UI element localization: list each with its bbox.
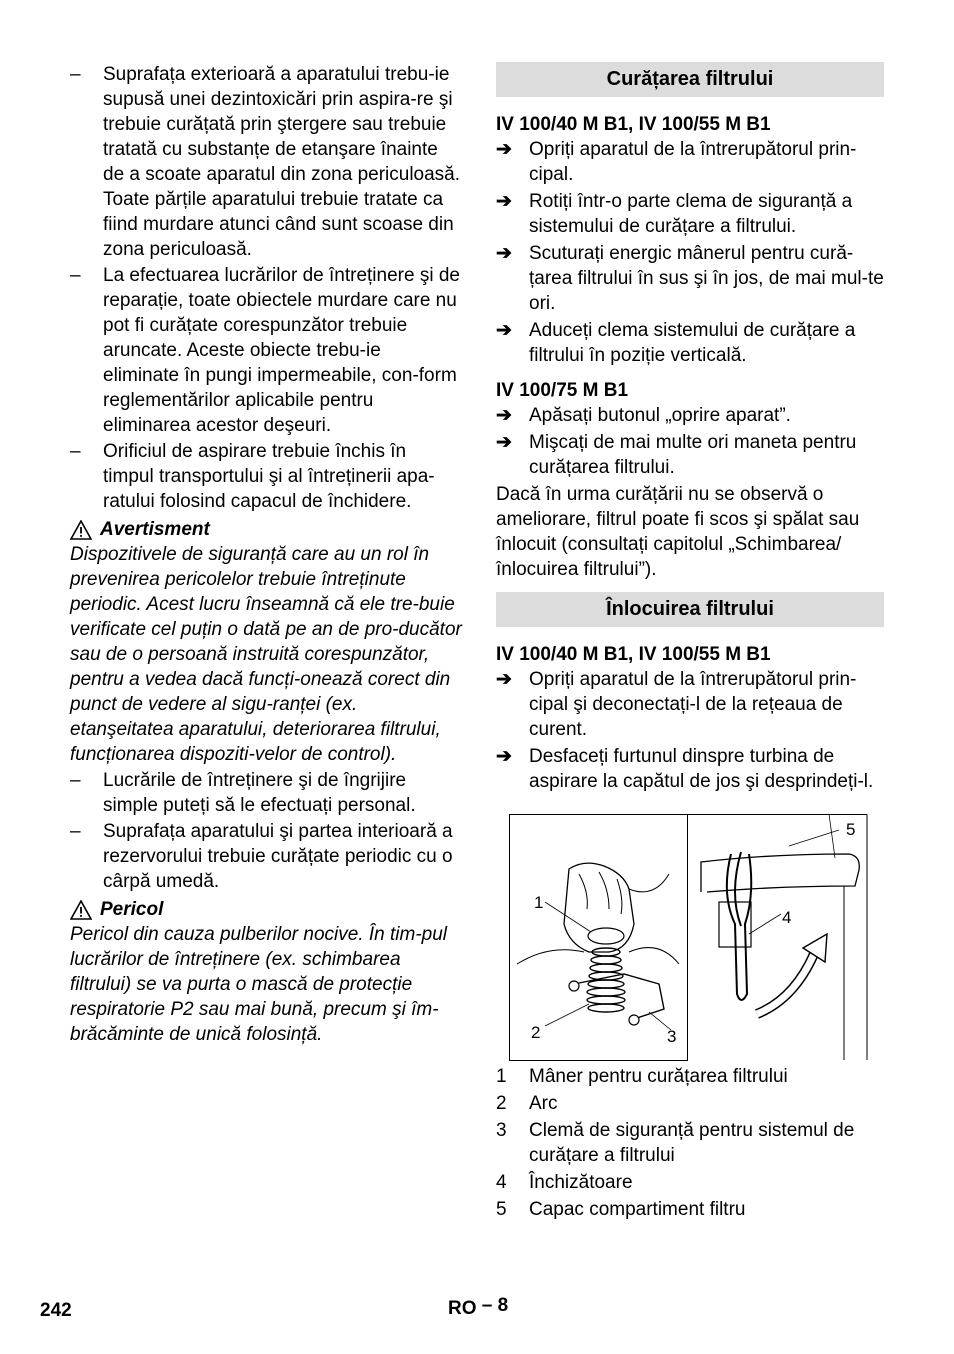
warning-text: Dispozitivele de siguranță care au un rol în prevenirea pericolelor trebuie întreținute periodic. Acest lucru înseamnă că ele tre-buie verificate cel puțin o dată pe an de pro-ducător sau de o persoană instruită corespunzător, pentru a vedea dacă funcți-onează corect din punct de vedere al sigu-ranței (ex. etanşeitatea aparatului, deteriorarea filtrului, funcționarea dispoziti-velor de control). bbox=[70, 544, 462, 765]
step-item bbox=[496, 667, 884, 742]
step-text: Opriți aparatul de la întrerupătorul prin-cipal şi deconectați-l de la rețeaua de curent. bbox=[529, 669, 857, 740]
arrow-right-icon: ➔ bbox=[496, 432, 512, 453]
legend-item bbox=[496, 1170, 884, 1195]
legend-number: 4 bbox=[496, 1172, 507, 1193]
arrow-right-icon: ➔ bbox=[496, 191, 512, 212]
arrow-right-icon: ➔ bbox=[496, 746, 512, 767]
legend-text: Arc bbox=[529, 1093, 558, 1114]
figure-legend bbox=[496, 1064, 884, 1222]
danger-heading bbox=[70, 897, 462, 922]
list-item bbox=[70, 819, 462, 894]
right-column bbox=[496, 62, 884, 1224]
legend-item bbox=[496, 1118, 884, 1168]
danger-title: Pericol bbox=[100, 899, 164, 920]
list-item-text: Suprafața aparatului şi partea interioară a rezervorului trebuie curățate periodic cu o cârpă umedă. bbox=[103, 821, 453, 892]
page-number: 242 bbox=[40, 1300, 72, 1321]
arrow-right-icon: ➔ bbox=[496, 320, 512, 341]
dash-marker: – bbox=[70, 64, 81, 85]
legend-item bbox=[496, 1064, 884, 1089]
list-item-text: Suprafața exterioară a aparatului trebu-ie supusă unei dezintoxicări prin aspira-re şi trebuie curățată prin ştergere sau trebuie tratată cu substanțe de etanşare înainte de a scoate aparatul din zona periculoasă. Toate părțile aparatului trebuie tratate ca fiind murdare atunci când sunt scoase din zona periculoasă. bbox=[103, 64, 461, 260]
list-item bbox=[70, 263, 462, 438]
section-heading-filter-replacement: Înlocuirea filtrului bbox=[496, 592, 884, 627]
dash-marker: – bbox=[70, 821, 81, 842]
dash-marker: – bbox=[70, 770, 81, 791]
figure-label-4: 4 bbox=[782, 908, 792, 927]
section-heading-filter-cleaning: Curățarea filtrului bbox=[496, 62, 884, 97]
step-text: Mişcați de mai multe ori maneta pentru curățarea filtrului. bbox=[529, 432, 857, 478]
step-text: Aduceți clema sistemului de curățare a filtrului în poziție verticală. bbox=[529, 320, 856, 366]
paragraph: Dacă în urma curățării nu se observă o ameliorare, filtrul poate fi scos şi spălat sau înlocuit (consultați capitolul „Schimbarea/ înlocuirea filtrului”). bbox=[496, 484, 860, 580]
dash-marker: – bbox=[70, 441, 81, 462]
figure-label-5: 5 bbox=[846, 820, 856, 839]
legend-item bbox=[496, 1091, 884, 1116]
legend-item bbox=[496, 1197, 884, 1222]
filter-drawing bbox=[509, 814, 869, 1062]
step-text: Apăsați butonul „oprire aparat”. bbox=[529, 405, 791, 426]
step-item bbox=[496, 744, 884, 794]
figure-label-1: 1 bbox=[534, 893, 544, 912]
step-text: Opriți aparatul de la întrerupătorul prin-cipal. bbox=[529, 139, 857, 185]
legend-text: Mâner pentru curățarea filtrului bbox=[529, 1066, 788, 1087]
danger-text: Pericol din cauza pulberilor nocive. În tim-pul lucrărilor de întreținere (ex. schimbarea filtrului) se va purta o mască de protecție respiratorie P2 sau mai bună, precum şi îm-brăcăminte de unică folosință. bbox=[70, 924, 448, 1045]
arrow-right-icon: ➔ bbox=[496, 243, 512, 264]
left-column bbox=[70, 62, 462, 1048]
legend-number: 2 bbox=[496, 1093, 507, 1114]
figure-label-3: 3 bbox=[667, 1027, 677, 1046]
step-text: Rotiți într-o parte clema de siguranță a sistemului de curățare a filtrului. bbox=[529, 191, 853, 237]
legend-number: 1 bbox=[496, 1066, 507, 1087]
language-label bbox=[448, 1296, 508, 1321]
legend-number: 5 bbox=[496, 1199, 507, 1220]
step-item bbox=[496, 189, 884, 239]
step-text: Scuturați energic mânerul pentru cură-țarea filtrului în sus şi în jos, de mai mul-te ori. bbox=[529, 243, 884, 314]
filter-illustration bbox=[509, 814, 869, 1062]
legend-text: Închizătoare bbox=[529, 1172, 633, 1193]
arrow-right-icon: ➔ bbox=[496, 405, 512, 426]
language-page: – 8 bbox=[481, 1295, 509, 1316]
dash-marker: – bbox=[70, 265, 81, 286]
list-item bbox=[70, 62, 462, 262]
list-item bbox=[70, 768, 462, 818]
step-text: Desfaceți furtunul dinspre turbina de aspirare la capătul de jos şi desprindeți-l. bbox=[529, 746, 874, 792]
arrow-right-icon: ➔ bbox=[496, 139, 512, 160]
legend-number: 3 bbox=[496, 1120, 507, 1141]
warning-triangle-icon bbox=[70, 900, 92, 920]
list-item bbox=[70, 439, 462, 514]
model-subheading: IV 100/40 M B1, IV 100/55 M B1 bbox=[496, 114, 771, 135]
warning-heading bbox=[70, 517, 462, 542]
language-code: RO bbox=[448, 1298, 477, 1319]
step-item bbox=[496, 241, 884, 316]
legend-text: Capac compartiment filtru bbox=[529, 1199, 746, 1220]
arrow-right-icon: ➔ bbox=[496, 669, 512, 690]
model-subheading: IV 100/40 M B1, IV 100/55 M B1 bbox=[496, 644, 771, 665]
warning-title: Avertisment bbox=[100, 519, 210, 540]
legend-text: Clemă de siguranță pentru sistemul de curățare a filtrului bbox=[529, 1120, 855, 1166]
list-item-text: Lucrările de întreținere şi de îngrijire simple puteți să le efectuați personal. bbox=[103, 770, 416, 816]
figure-label-2: 2 bbox=[531, 1023, 541, 1042]
step-item bbox=[496, 403, 884, 428]
model-subheading: IV 100/75 M B1 bbox=[496, 380, 629, 401]
step-item bbox=[496, 430, 884, 480]
step-item bbox=[496, 318, 884, 368]
list-item-text: Orificiul de aspirare trebuie închis în timpul transportului şi al întreținerii apa-ratului folosind capacul de închidere. bbox=[103, 441, 435, 512]
warning-triangle-icon bbox=[70, 520, 92, 540]
step-item bbox=[496, 137, 884, 187]
list-item-text: La efectuarea lucrărilor de întreținere şi de reparație, toate obiectele murdare care nu pot fi curățate corespunzător trebuie aruncate. Aceste obiecte trebu-ie eliminate în pungi impermeabile, con-form reglementărilor aplicabile pentru eliminarea acestor deşeuri. bbox=[103, 265, 460, 436]
